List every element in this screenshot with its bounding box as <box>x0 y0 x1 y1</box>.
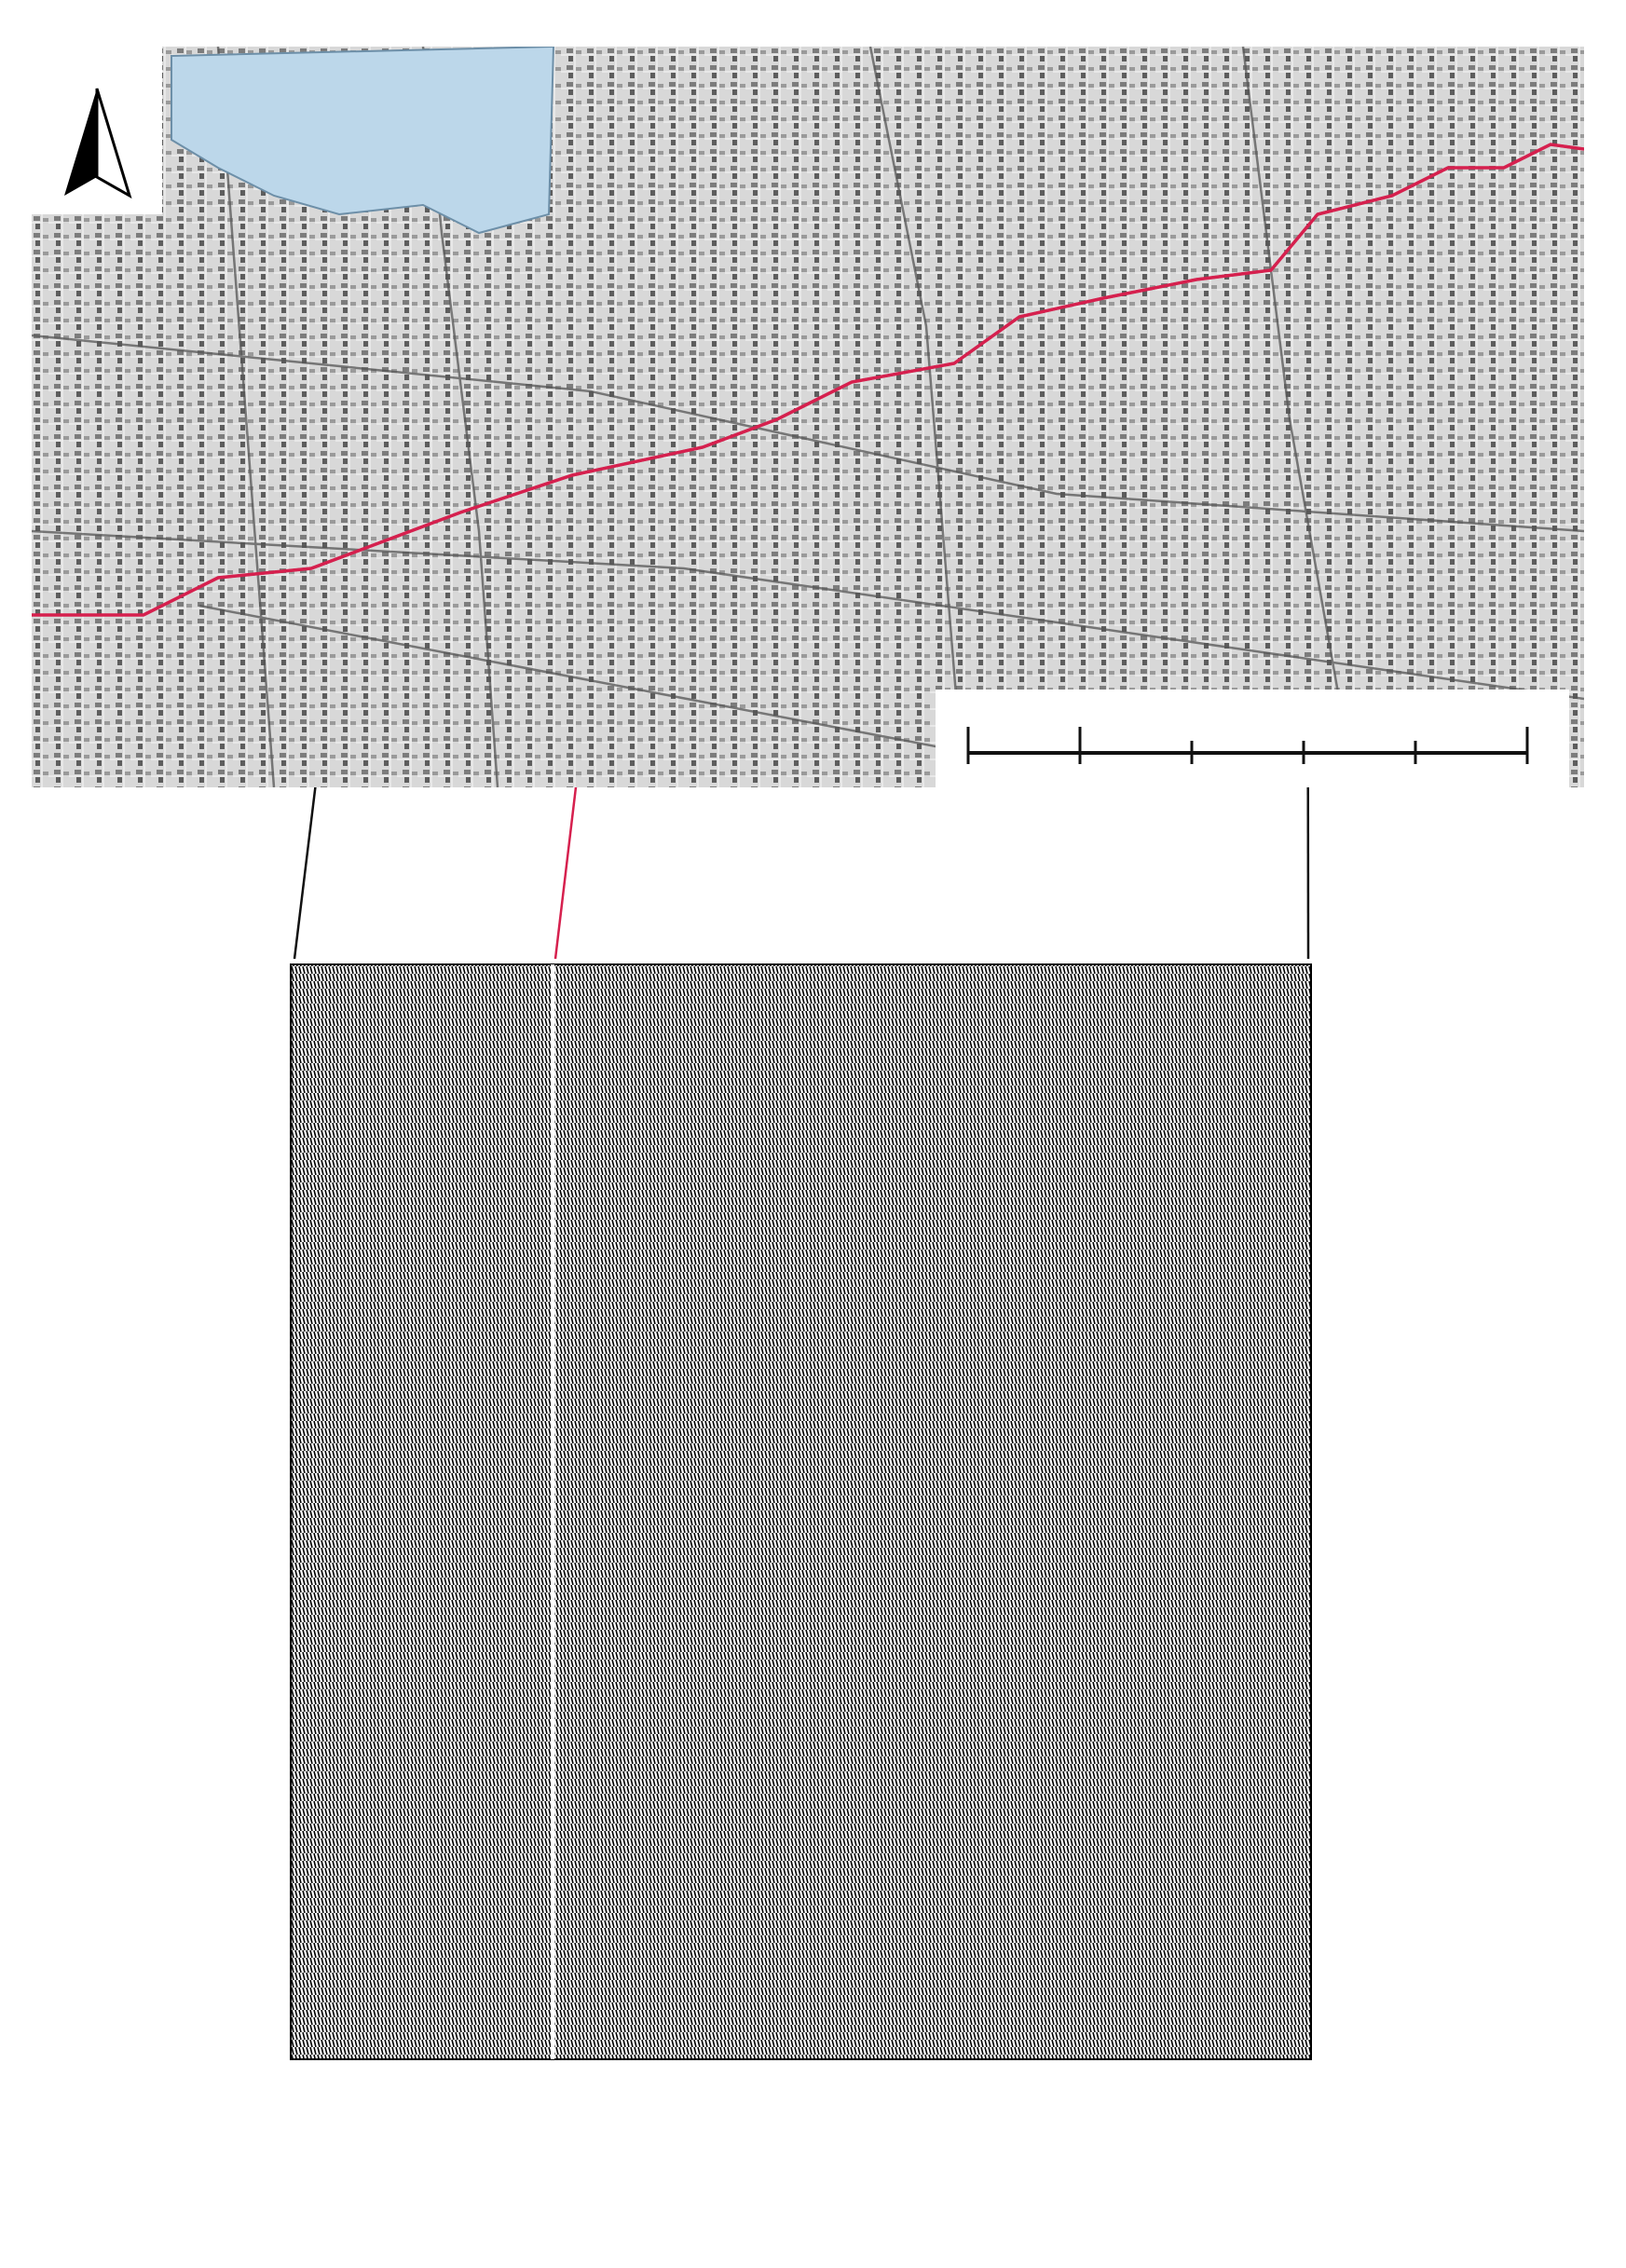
connector-line-east <box>1307 787 1308 959</box>
seismic-record-panel <box>291 964 1311 2059</box>
topographic-map <box>32 47 1584 787</box>
connector-line-shot <box>555 787 610 959</box>
seismic-shot-record <box>0 787 1626 2092</box>
connector-line-west <box>294 787 345 959</box>
